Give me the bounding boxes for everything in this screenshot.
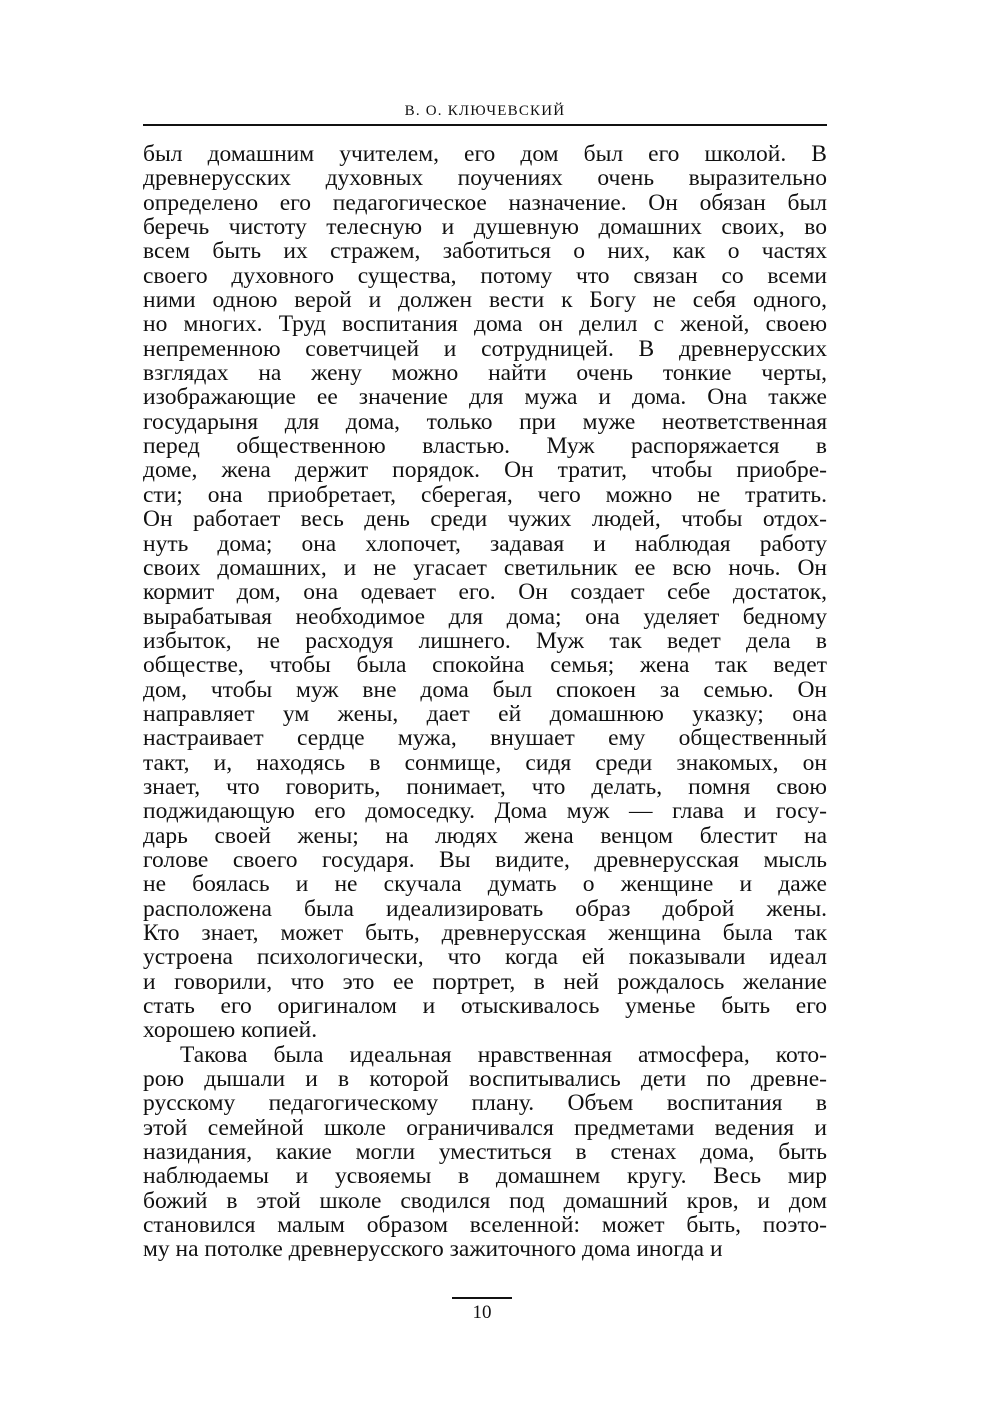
- text-line: и говорили, что это ее портрет, в ней рождалось желание: [143, 969, 827, 995]
- text-line: божий в этой школе сводился под домашний кров, и дом: [143, 1188, 827, 1214]
- text-line: беречь чистоту телесную и душевную домашних своих, во: [143, 215, 827, 240]
- text-line: Он работает весь день среди чужих людей, чтобы отдох-: [143, 507, 827, 532]
- text-line: направляет ум жены, дает ей домашнюю указку; она: [143, 701, 827, 727]
- text-line: знает, что говорить, понимает, что делать, помня свою: [143, 774, 827, 800]
- text-line: му на потолке древнерусского зажиточного дома иногда и: [143, 1237, 723, 1262]
- text-line: взглядах на жену можно найти очень тонкие черты,: [143, 361, 827, 386]
- text-line: русскому педагогическому плану. Объем воспитания в: [143, 1091, 827, 1116]
- page-number: 10: [472, 1302, 492, 1323]
- text-line: своих домашних, и не угасает светильник ее всю ночь. Он: [143, 555, 827, 581]
- text-line: рою дышали и в которой воспитывались дети по древне-: [143, 1067, 827, 1092]
- text-line: нуть дома; она хлопочет, задавая и наблюдая работу: [143, 531, 827, 556]
- text-line: был домашним учителем, его дом был его школой. В: [143, 142, 827, 167]
- text-line: этой семейной школе ограничивался предметами ведения и: [143, 1115, 827, 1141]
- body-text: [143, 142, 827, 1262]
- text-line: обществе, чтобы была спокойна семья; жена так ведет: [143, 653, 827, 678]
- text-line: избыток, не расходуя лишнего. Муж так ведет дела в: [143, 628, 827, 654]
- text-line: поджидающую его домоседку. Дома муж — глава и госу-: [143, 799, 827, 824]
- text-line: сти; она приобретает, сберегая, чего можно не тратить.: [143, 482, 827, 508]
- text-line: стать его оригиналом и отыскивалось уменье быть его: [143, 994, 827, 1019]
- text-line: настраивает сердце мужа, внушает ему общественный: [143, 726, 827, 751]
- footer-rule: [452, 1297, 512, 1299]
- header-rule: [143, 124, 827, 126]
- text-line: доме, жена держит порядок. Он тратит, чтобы приобре-: [143, 458, 827, 483]
- paragraph-2: [143, 1043, 827, 1262]
- text-line: голове своего государя. Вы видите, древнерусская мысль: [143, 847, 827, 873]
- text-line: государыня для дома, только при муже неответственная: [143, 409, 827, 435]
- text-line: своего духовного существа, потому что связан со всеми: [143, 263, 827, 289]
- text-line: становился малым образом вселенной: может быть, поэто-: [143, 1213, 827, 1238]
- text-line: дом, чтобы муж вне дома был спокоен за семью. Он: [143, 677, 827, 702]
- text-line: изображающие ее значение для мужа и дома. Она также: [143, 385, 827, 410]
- text-line: кормит дом, она одевает его. Он создает себе достаток,: [143, 580, 827, 605]
- text-line: вырабатывая необходимое для дома; она уделяет бедному: [143, 604, 827, 629]
- text-line: такт, и, находясь в сонмище, сидя среди знакомых, он: [143, 750, 827, 775]
- text-line: наблюдаемы и усвояемы в домашнем кругу. Весь мир: [143, 1164, 827, 1189]
- text-line: Такова была идеальная нравственная атмосфера, кото-: [180, 1042, 827, 1068]
- paragraph-1: [143, 142, 827, 1043]
- text-line: Кто знает, может быть, древнерусская женщина была так: [143, 921, 827, 946]
- running-title: В. О. КЛЮЧЕВСКИЙ: [404, 103, 566, 119]
- text-line: не боялась и не скучала думать о женщине и даже: [143, 872, 827, 897]
- text-line: непременною советчицей и сотрудницей. В древнерусских: [143, 336, 827, 362]
- text-line: перед общественною властью. Муж распоряжается в: [143, 434, 827, 459]
- text-line: древнерусских духовных поучениях очень выразительно: [143, 166, 827, 191]
- text-line: но многих. Труд воспитания дома он делил с женой, своею: [143, 312, 827, 337]
- text-line: всем быть их стражем, заботиться о них, как о частях: [143, 239, 827, 264]
- text-line: назидания, какие могли уместиться в стенах дома, быть: [143, 1140, 827, 1165]
- text-line: дарь своей жены; на людях жена венцом блестит на: [143, 823, 827, 848]
- text-line: хорошею копией.: [143, 1018, 318, 1043]
- text-line: расположена была идеализировать образ доброй жены.: [143, 896, 827, 921]
- text-line: устроена психологически, что когда ей показывали идеал: [143, 945, 827, 970]
- text-line: определено его педагогическое назначение. Он обязан был: [143, 190, 827, 216]
- text-line: ними одною верой и должен вести к Богу не себя одного,: [143, 288, 827, 313]
